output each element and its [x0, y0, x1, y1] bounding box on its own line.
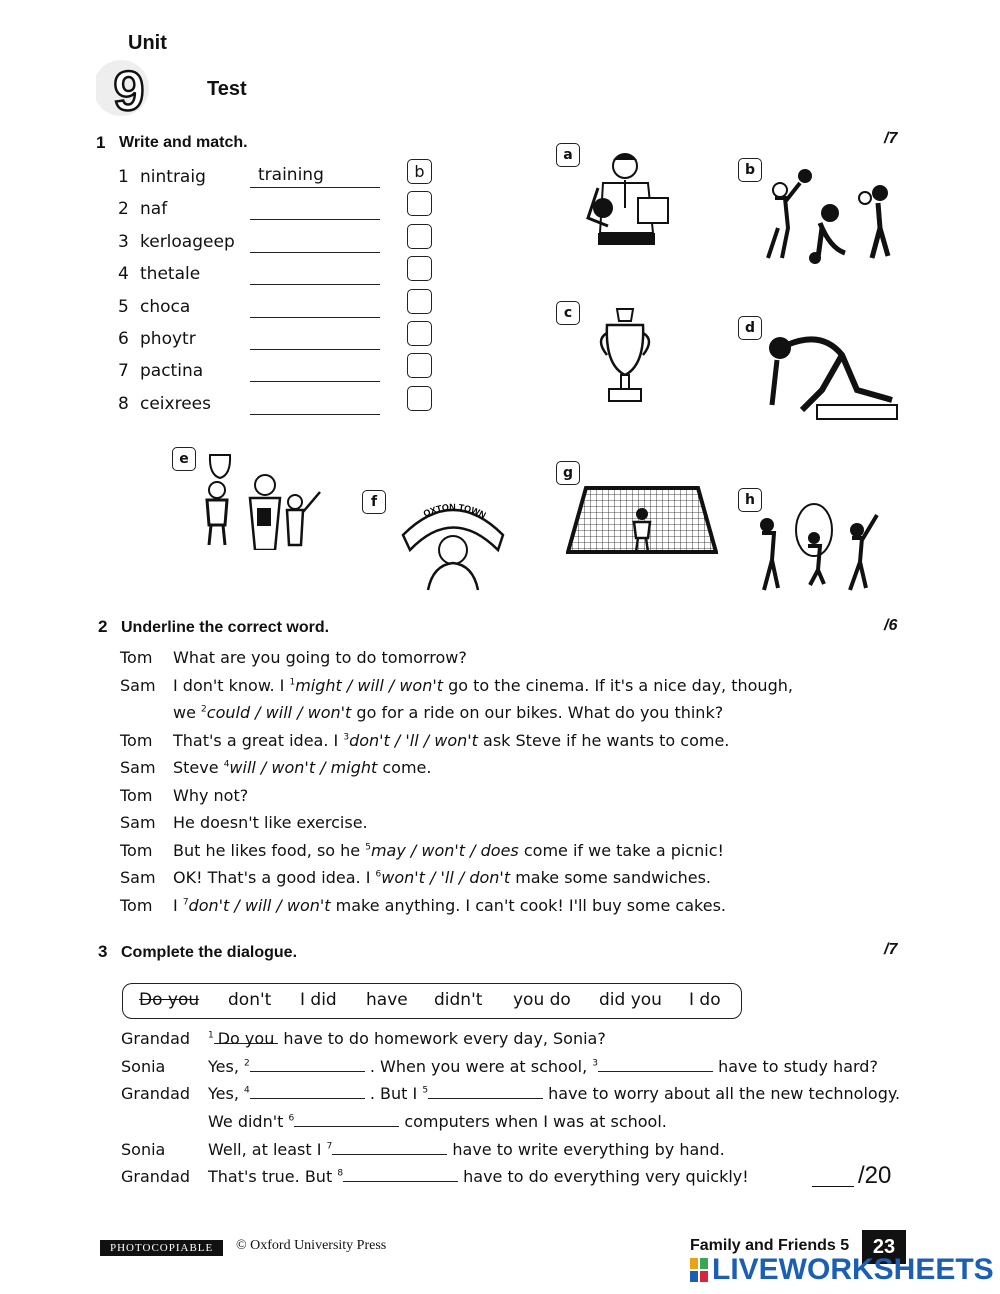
answer-line[interactable] — [250, 414, 380, 415]
line-text-after: make some sandwiches. — [515, 868, 712, 887]
speaker-name: Tom — [120, 648, 153, 667]
athlete-at-starting-block-icon — [762, 330, 902, 422]
word-box-item: Do you — [139, 990, 200, 1010]
book-title: Family and Friends 5 — [690, 1237, 850, 1254]
liveworksheets-watermark: LIVEWORKSHEETS — [712, 1253, 994, 1286]
line-text: have to worry about all the new technology. — [548, 1084, 901, 1103]
line-text-before: He doesn't like exercise. — [173, 813, 368, 832]
gap-number: 1 — [289, 677, 296, 688]
gap-number: 3 — [592, 1058, 598, 1069]
line-text-after: come. — [382, 758, 432, 777]
speaker-name: Sam — [120, 675, 156, 695]
speaker-name: Sam — [120, 868, 156, 887]
answer-blank[interactable] — [598, 1057, 713, 1072]
line-text: Yes, — [208, 1057, 239, 1076]
line-text: have to write everything by hand. — [452, 1140, 725, 1159]
line-text-before: I — [173, 895, 178, 915]
answer-blank[interactable] — [250, 1057, 365, 1072]
team-celebrating-with-cup-icon — [195, 450, 330, 550]
section2-score: /6 — [884, 617, 898, 634]
line-text-before: That's a great idea. I — [173, 730, 339, 750]
answer-text[interactable]: training — [258, 165, 324, 185]
line-text: That's true. But — [208, 1167, 333, 1186]
answer-line[interactable] — [250, 317, 380, 318]
gap-number: 2 — [244, 1058, 250, 1069]
line-text: computers when I was at school. — [404, 1112, 667, 1131]
answer-blank[interactable] — [428, 1084, 543, 1099]
speaker-name: Sam — [120, 813, 156, 832]
word-options[interactable]: will / won't / might — [229, 758, 378, 777]
word-options[interactable]: don't / 'll / won't — [349, 730, 478, 750]
word-box-item: have — [366, 990, 408, 1010]
line-text: . But I — [369, 1084, 418, 1103]
answer-line[interactable] — [250, 381, 380, 382]
word-options[interactable]: won't / 'll / don't — [381, 868, 511, 887]
speaker-name: Tom — [120, 730, 153, 750]
picture-label-h: h — [738, 488, 762, 512]
line-text-before: Why not? — [173, 785, 249, 805]
photocopiable-badge: PHOTOCOPIABLE — [100, 1240, 223, 1256]
match-letter-box[interactable] — [407, 224, 432, 249]
word-box-item: did you — [599, 990, 662, 1010]
answer-blank[interactable] — [250, 1084, 365, 1099]
liveworksheets-logo-icon — [690, 1258, 708, 1282]
gap-number: 3 — [343, 732, 350, 743]
line-text: Yes, — [208, 1084, 239, 1103]
answer-line[interactable] — [250, 219, 380, 220]
speaker-name: Grandad — [121, 1167, 191, 1186]
answer-blank[interactable] — [332, 1140, 447, 1155]
word-box-item: didn't — [434, 990, 483, 1010]
line-text-before: What are you going to do tomorrow? — [173, 648, 467, 667]
answer-line[interactable] — [250, 252, 380, 253]
match-number: 3 — [118, 232, 129, 252]
gap-number: 5 — [365, 842, 371, 853]
match-number: 4 — [118, 264, 129, 284]
gap-number: 2 — [201, 704, 207, 715]
speaker-name: Tom — [120, 840, 153, 860]
unit-label: Unit — [128, 32, 167, 54]
scrambled-word: thetale — [140, 264, 201, 284]
section2-title: Underline the correct word. — [121, 619, 330, 636]
coach-with-clipboard-icon — [578, 148, 673, 248]
speaker-name: Sam — [120, 758, 156, 777]
line-text-before: Steve — [173, 758, 219, 777]
line-text-after: come if we take a picnic! — [523, 840, 724, 860]
section1-score: /7 — [884, 130, 898, 147]
match-number: 6 — [118, 329, 129, 349]
word-box-item: I did — [300, 990, 337, 1010]
footballers-training-icon — [760, 168, 900, 266]
section2-number: 2 — [98, 617, 108, 636]
gap-number: 1 — [208, 1030, 214, 1041]
speaker-name: Sonia — [121, 1140, 166, 1159]
section3-number: 3 — [98, 942, 108, 961]
line-text: Well, at least I — [208, 1140, 322, 1159]
scrambled-word: phoytr — [140, 329, 196, 349]
word-options[interactable]: might / will / won't — [295, 675, 444, 695]
line-text-after: make anything. I can't cook! I'll buy some cakes. — [335, 895, 726, 915]
scrambled-word: nintraig — [140, 167, 206, 187]
line-text-after: ask Steve if he wants to come. — [483, 730, 730, 750]
match-letter-box[interactable] — [407, 386, 432, 411]
line-text-before: But he likes food, so he — [173, 840, 361, 860]
picture-label-d: d — [738, 316, 762, 340]
test-label: Test — [207, 78, 247, 100]
gap-number: 6 — [375, 869, 382, 880]
match-letter-box[interactable] — [407, 289, 432, 314]
word-options[interactable]: may / won't / does — [370, 840, 519, 860]
section1-title: Write and match. — [119, 134, 248, 151]
fan-with-scarf-icon — [398, 495, 508, 595]
scrambled-word: pactina — [140, 361, 204, 381]
picture-label-g: g — [556, 461, 580, 485]
page-number: 23 — [862, 1230, 906, 1264]
section3-title: Complete the dialogue. — [121, 944, 298, 961]
match-number: 8 — [118, 394, 129, 414]
section3-score: /7 — [884, 941, 898, 958]
answer-line[interactable] — [250, 187, 380, 188]
match-letter-box[interactable]: b — [407, 159, 432, 184]
line-text: have to study hard? — [718, 1057, 878, 1076]
line-text-before: we — [173, 703, 196, 722]
picture-label-e: e — [172, 447, 196, 471]
scrambled-word: ceixrees — [140, 394, 211, 414]
gap-number: 8 — [337, 1168, 344, 1179]
copyright-text: © Oxford University Press — [236, 1238, 387, 1253]
answer-line[interactable] — [250, 284, 380, 285]
match-number: 7 — [118, 361, 129, 381]
line-text-before: I don't know. I — [173, 675, 285, 695]
unit-number-badge — [96, 58, 176, 118]
picture-label-f: f — [362, 490, 386, 514]
players-exercising-icon — [752, 500, 892, 595]
word-box-item: don't — [228, 990, 272, 1010]
total-score-blank[interactable] — [812, 1186, 854, 1187]
match-letter-box[interactable] — [407, 321, 432, 346]
match-letter-box[interactable] — [407, 353, 432, 378]
gap-number: 7 — [182, 897, 189, 908]
match-number: 1 — [118, 167, 129, 187]
line-text: We didn't — [208, 1112, 284, 1131]
gap-number: 4 — [244, 1085, 250, 1096]
word-options[interactable]: don't / will / won't — [188, 895, 331, 915]
speaker-name: Grandad — [121, 1084, 191, 1103]
match-letter-box[interactable] — [407, 256, 432, 281]
line-text-after: go for a ride on our bikes. What do you think? — [356, 703, 724, 722]
line-text: have to do everything very quickly! — [463, 1167, 749, 1186]
speaker-name: Tom — [120, 895, 153, 915]
word-box — [122, 983, 742, 1019]
goalkeeper-in-goal-icon — [566, 482, 718, 558]
scrambled-word: kerloageep — [140, 232, 235, 252]
gap-number: 6 — [288, 1113, 295, 1124]
answer-blank[interactable] — [294, 1112, 399, 1127]
answer-blank[interactable] — [343, 1167, 458, 1182]
speaker-name: Sonia — [121, 1057, 166, 1076]
trophy-cup-icon — [595, 305, 655, 405]
word-box-item: you do — [513, 990, 571, 1010]
line-text: . When you were at school, — [369, 1057, 588, 1076]
line-text-after: go to the cinema. If it's a nice day, though, — [448, 675, 793, 695]
picture-label-c: c — [556, 301, 580, 325]
speaker-name: Tom — [120, 785, 153, 805]
answer-line[interactable] — [250, 349, 380, 350]
scarf-text: OXTON TOWN — [421, 501, 488, 521]
word-box-item: I do — [689, 990, 721, 1010]
match-letter-box[interactable] — [407, 191, 432, 216]
picture-label-a: a — [556, 143, 580, 167]
line-text-before: OK! That's a good idea. I — [173, 868, 371, 887]
picture-label-b: b — [738, 158, 762, 182]
section1-number: 1 — [96, 133, 106, 152]
gap-number: 7 — [326, 1141, 333, 1152]
match-number: 5 — [118, 297, 129, 317]
line-text: have to do homework every day, Sonia? — [283, 1029, 606, 1048]
match-number: 2 — [118, 199, 129, 219]
speaker-name: Grandad — [121, 1029, 191, 1048]
scrambled-word: choca — [140, 297, 191, 317]
gap-number: 4 — [223, 759, 230, 770]
gap-number: 5 — [422, 1085, 429, 1096]
answer-blank[interactable]: Do you — [214, 1029, 279, 1044]
scrambled-word: naf — [140, 199, 168, 219]
word-options[interactable]: could / will / won't — [206, 703, 352, 722]
unit-number: 9 — [113, 59, 145, 118]
total-score: /20 — [858, 1162, 892, 1189]
